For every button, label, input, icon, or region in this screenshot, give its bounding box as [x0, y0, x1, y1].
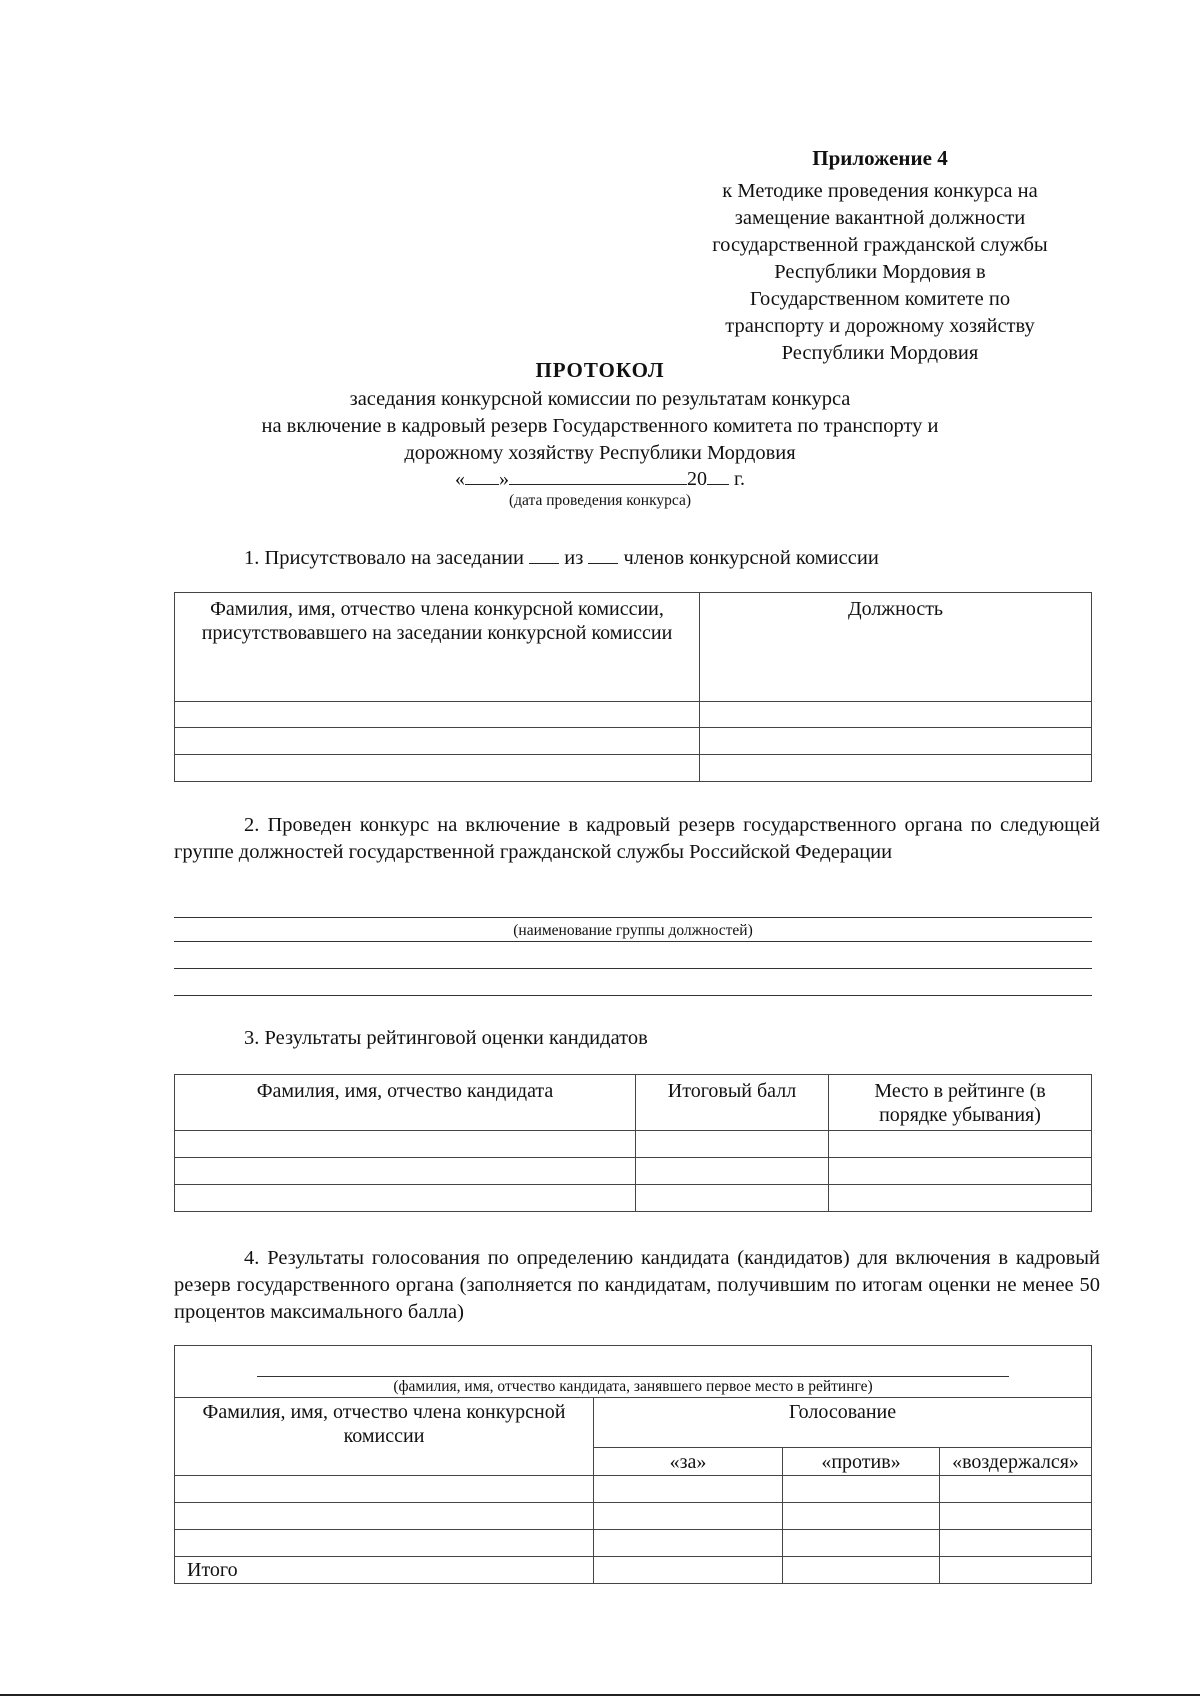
table-cell[interactable]	[829, 1158, 1092, 1185]
total-count-blank[interactable]	[588, 547, 618, 564]
voting-member-header: Фамилия, имя, отчество члена конкурсной комиссии	[175, 1398, 594, 1476]
group-name-caption: (наименование группы должностей)	[513, 922, 753, 939]
protocol-title: ПРОТОКОЛ	[535, 358, 665, 382]
protocol-subtitle-line: заседания конкурсной комиссии по результатам конкурса	[349, 388, 851, 410]
table-cell[interactable]	[940, 1530, 1092, 1557]
group-name-line[interactable]	[174, 995, 1092, 996]
table-row	[175, 1185, 1092, 1212]
appendix-block	[660, 146, 1100, 367]
table-cell[interactable]	[783, 1503, 940, 1530]
section2-text: 2. Проведен конкурс на включение в кадровый резерв государственного органа по следующей группе должностей государственной гражданской службы Российской Федерации	[174, 814, 1100, 863]
section4-text: 4. Результаты голосования по определению кандидата (кандидатов) для включения в кадровый резерв государственного органа (заполняется по кандидатам, получившим по итогам оценки не менее 50 процентов максимального балла)	[174, 1247, 1100, 1323]
table-cell[interactable]	[783, 1557, 940, 1584]
protocol-subtitle-line: на включение в кадровый резерв Государственного комитета по транспорту и	[261, 415, 939, 437]
members-table	[174, 592, 1092, 782]
table-row	[175, 1503, 1092, 1530]
table-cell[interactable]	[700, 702, 1092, 728]
table-cell[interactable]	[783, 1476, 940, 1503]
total-row	[175, 1557, 1092, 1584]
date-close-quote: »	[499, 468, 510, 490]
appendix-line: транспорту и дорожному хозяйству	[725, 314, 1035, 337]
table-cell[interactable]	[175, 1158, 636, 1185]
section3-text: 3. Результаты рейтинговой оценки кандидатов	[244, 1027, 648, 1049]
date-month-blank[interactable]	[509, 466, 687, 485]
appendix-line: государственной гражданской службы	[712, 233, 1048, 256]
appendix-line: к Методике проведения конкурса на	[722, 179, 1038, 202]
table-cell[interactable]	[594, 1503, 783, 1530]
table-row	[175, 1131, 1092, 1158]
rating-table-header-candidate: Фамилия, имя, отчество кандидата	[175, 1075, 636, 1131]
date-suffix: г.	[734, 468, 745, 490]
table-cell[interactable]	[175, 755, 700, 782]
group-name-line[interactable]	[174, 941, 1092, 942]
table-cell[interactable]	[636, 1185, 829, 1212]
appendix-line: замещение вакантной должности	[734, 206, 1026, 229]
present-count-blank[interactable]	[529, 547, 559, 564]
table-cell[interactable]	[594, 1476, 783, 1503]
table-cell[interactable]	[940, 1476, 1092, 1503]
table-cell[interactable]	[636, 1131, 829, 1158]
date-year: 20	[687, 468, 708, 490]
section1-text-a: 1. Присутствовало на заседании	[244, 547, 524, 569]
voting-table	[174, 1345, 1092, 1584]
page-bottom-rule	[0, 1694, 1200, 1696]
section1-text-c: членов конкурсной комиссии	[623, 547, 879, 569]
table-row	[175, 755, 1092, 782]
date-caption: (дата проведения конкурса)	[508, 492, 691, 509]
section1-text-b: из	[564, 547, 584, 569]
table-cell[interactable]	[829, 1185, 1092, 1212]
members-table-header-position: Должность	[700, 593, 1092, 702]
date-line	[0, 466, 1200, 491]
table-cell[interactable]	[175, 728, 700, 755]
voting-candidate-caption: (фамилия, имя, отчество кандидата, занявшего первое место в рейтинге)	[393, 1378, 873, 1395]
group-name-line[interactable]	[174, 968, 1092, 969]
table-cell[interactable]	[175, 1503, 594, 1530]
date-year-blank[interactable]	[707, 466, 729, 485]
table-cell[interactable]	[175, 1530, 594, 1557]
table-cell[interactable]	[175, 1185, 636, 1212]
table-cell[interactable]	[783, 1530, 940, 1557]
appendix-title: Приложение 4	[812, 146, 948, 170]
table-cell[interactable]	[636, 1158, 829, 1185]
table-cell[interactable]	[700, 755, 1092, 782]
table-row	[175, 728, 1092, 755]
table-cell[interactable]	[700, 728, 1092, 755]
protocol-subtitle	[150, 386, 1050, 467]
group-name-line[interactable]	[174, 917, 1092, 918]
table-row	[175, 702, 1092, 728]
table-cell[interactable]	[829, 1131, 1092, 1158]
table-cell[interactable]	[175, 1476, 594, 1503]
candidate-name-line[interactable]	[257, 1376, 1009, 1377]
table-cell[interactable]	[175, 702, 700, 728]
table-cell[interactable]	[594, 1557, 783, 1584]
table-cell[interactable]	[175, 1131, 636, 1158]
members-table-header-name: Фамилия, имя, отчество члена конкурсной комиссии, присутствовавшего на заседании конкурсной комиссии	[175, 593, 700, 702]
rating-table-header-score: Итоговый балл	[636, 1075, 829, 1131]
section1-text	[244, 546, 879, 571]
table-cell[interactable]	[940, 1503, 1092, 1530]
date-open-quote: «	[455, 468, 466, 490]
table-row	[175, 1530, 1092, 1557]
appendix-line: Республики Мордовия	[781, 341, 979, 364]
vote-abstain-header: «воздержался»	[940, 1448, 1092, 1476]
rating-table-header-place: Место в рейтинге (в порядке убывания)	[829, 1075, 1092, 1131]
appendix-line: Государственном комитете по	[749, 287, 1011, 310]
voting-header: Голосование	[594, 1398, 1092, 1448]
vote-for-header: «за»	[594, 1448, 783, 1476]
table-row	[175, 1476, 1092, 1503]
appendix-line: Республики Мордовия в	[774, 260, 986, 283]
table-cell[interactable]	[594, 1530, 783, 1557]
rating-table	[174, 1074, 1092, 1212]
table-cell[interactable]	[940, 1557, 1092, 1584]
date-day-blank[interactable]	[465, 466, 499, 485]
total-label: Итого	[175, 1557, 594, 1584]
table-row	[175, 1158, 1092, 1185]
protocol-subtitle-line: дорожному хозяйству Республики Мордовия	[404, 442, 796, 464]
vote-against-header: «против»	[783, 1448, 940, 1476]
voting-candidate-row	[175, 1346, 1092, 1398]
